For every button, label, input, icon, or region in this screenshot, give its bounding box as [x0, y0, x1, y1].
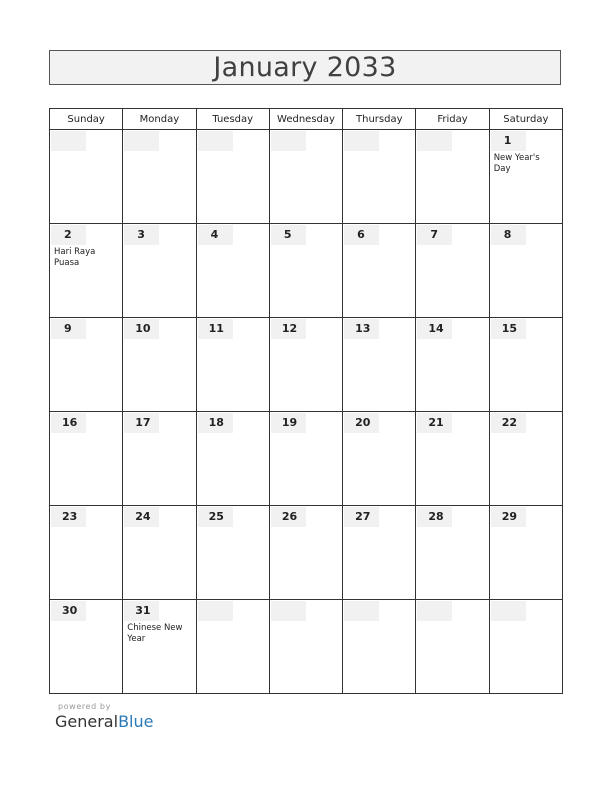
day-cell — [416, 318, 489, 412]
date-number: 19 — [271, 413, 306, 433]
day-cell — [123, 224, 196, 318]
week-row — [50, 506, 563, 600]
empty-day-cell — [416, 600, 489, 694]
day-cell — [416, 224, 489, 318]
date-number: 7 — [417, 225, 452, 245]
brand-blue: Blue — [118, 712, 154, 731]
date-number — [344, 131, 379, 151]
day-cell — [196, 224, 269, 318]
day-cell — [489, 130, 562, 224]
date-number — [271, 131, 306, 151]
day-cell — [343, 224, 416, 318]
week-row — [50, 224, 563, 318]
week-row — [50, 412, 563, 506]
empty-day-cell — [343, 600, 416, 694]
calendar-title: January 2033 — [49, 50, 561, 85]
day-cell — [416, 412, 489, 506]
day-cell — [269, 412, 342, 506]
day-cell — [50, 318, 123, 412]
holiday-label: Hari Raya Puasa — [54, 247, 96, 268]
day-cell — [343, 412, 416, 506]
date-number: 30 — [51, 601, 86, 621]
day-cell — [50, 600, 123, 694]
day-cell — [196, 318, 269, 412]
week-row — [50, 318, 563, 412]
day-cell — [50, 412, 123, 506]
day-cell — [123, 600, 196, 694]
date-number: 31 — [124, 601, 159, 621]
date-number — [198, 601, 233, 621]
day-cell — [123, 506, 196, 600]
day-cell — [343, 506, 416, 600]
date-number: 26 — [271, 507, 306, 527]
day-cell — [196, 506, 269, 600]
weekday-header-saturday: Saturday — [489, 109, 562, 130]
day-cell — [123, 318, 196, 412]
date-number — [491, 601, 526, 621]
weekday-header-monday: Monday — [123, 109, 196, 130]
date-number: 5 — [271, 225, 306, 245]
empty-day-cell — [123, 130, 196, 224]
empty-day-cell — [489, 600, 562, 694]
week-row — [50, 130, 563, 224]
day-cell — [343, 318, 416, 412]
date-number: 17 — [124, 413, 159, 433]
date-number: 14 — [417, 319, 452, 339]
day-cell — [269, 506, 342, 600]
day-cell — [269, 318, 342, 412]
date-number: 29 — [491, 507, 526, 527]
day-cell — [269, 224, 342, 318]
date-number: 1 — [491, 131, 526, 151]
date-number — [417, 601, 452, 621]
empty-day-cell — [269, 600, 342, 694]
day-cell — [489, 224, 562, 318]
date-number: 25 — [198, 507, 233, 527]
date-number: 22 — [491, 413, 526, 433]
date-number: 18 — [198, 413, 233, 433]
weekday-header-wednesday: Wednesday — [269, 109, 342, 130]
week-row — [50, 600, 563, 694]
date-number: 20 — [344, 413, 379, 433]
date-number — [198, 131, 233, 151]
day-cell — [123, 412, 196, 506]
date-number — [271, 601, 306, 621]
day-cell — [489, 318, 562, 412]
day-cell — [50, 506, 123, 600]
day-cell — [50, 224, 123, 318]
date-number: 6 — [344, 225, 379, 245]
date-number — [344, 601, 379, 621]
empty-day-cell — [196, 130, 269, 224]
holiday-label: New Year's Day — [493, 153, 540, 174]
date-number: 27 — [344, 507, 379, 527]
brand-general: General — [55, 712, 119, 731]
date-number: 13 — [344, 319, 379, 339]
weekday-header-thursday: Thursday — [343, 109, 416, 130]
weekday-header-friday: Friday — [416, 109, 489, 130]
date-number: 16 — [51, 413, 86, 433]
weekday-header-tuesday: Tuesday — [196, 109, 269, 130]
date-number: 15 — [491, 319, 526, 339]
date-number: 24 — [124, 507, 159, 527]
date-number: 28 — [417, 507, 452, 527]
date-number: 21 — [417, 413, 452, 433]
calendar-body — [50, 130, 563, 694]
day-cell — [416, 506, 489, 600]
date-number — [124, 131, 159, 151]
powered-by-text: powered by — [58, 702, 111, 711]
date-number: 3 — [124, 225, 159, 245]
empty-day-cell — [416, 130, 489, 224]
date-number: 10 — [124, 319, 159, 339]
date-number: 9 — [51, 319, 86, 339]
day-cell — [196, 412, 269, 506]
date-number — [51, 131, 86, 151]
date-number: 12 — [271, 319, 306, 339]
date-number — [417, 131, 452, 151]
date-number: 8 — [491, 225, 526, 245]
holiday-label: Chinese New Year — [127, 623, 183, 644]
generalblue-logo — [55, 712, 153, 731]
weekday-header-row — [50, 109, 563, 130]
date-number: 11 — [198, 319, 233, 339]
weekday-header-sunday: Sunday — [50, 109, 123, 130]
empty-day-cell — [343, 130, 416, 224]
date-number: 23 — [51, 507, 86, 527]
empty-day-cell — [269, 130, 342, 224]
calendar-grid — [49, 108, 563, 694]
date-number: 2 — [51, 225, 86, 245]
day-cell — [489, 412, 562, 506]
date-number: 4 — [198, 225, 233, 245]
empty-day-cell — [196, 600, 269, 694]
empty-day-cell — [50, 130, 123, 224]
day-cell — [489, 506, 562, 600]
footer-branding — [55, 702, 153, 731]
